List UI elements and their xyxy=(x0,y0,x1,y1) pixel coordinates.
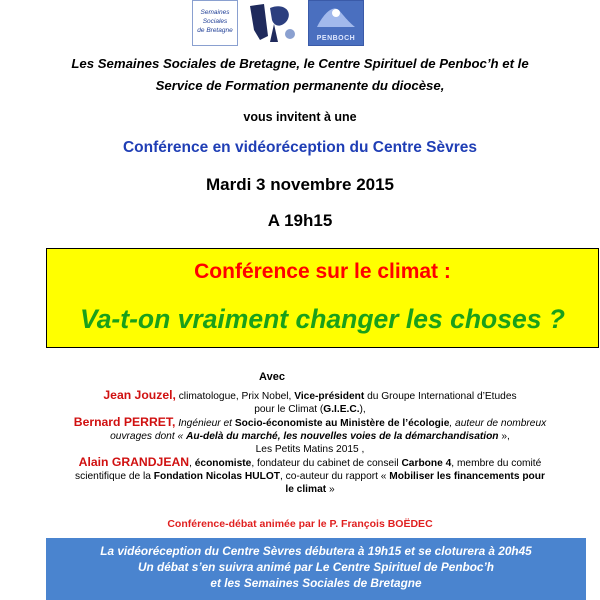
speaker-name: Alain GRANDJEAN xyxy=(78,455,190,469)
speaker-text: » xyxy=(326,484,335,495)
speaker-text: pour le Climat ( xyxy=(254,404,324,415)
banner-question: Va-t-on vraiment changer les choses ? xyxy=(80,304,565,334)
speaker-text: climatologue, Prix Nobel, xyxy=(175,391,295,402)
logo-ssb-line2: Sociales xyxy=(202,18,228,25)
speaker-text: », xyxy=(498,431,510,442)
logo-strip xyxy=(192,0,402,45)
speaker-text: , co-auteur du rapport « xyxy=(279,471,390,482)
speaker-grandjean-cont xyxy=(40,470,580,483)
speaker-name: Jean Jouzel, xyxy=(103,388,176,402)
logo-ssb-line3: de Bretagne xyxy=(197,27,233,34)
speaker-role: Socio-économiste xyxy=(234,418,323,429)
penboch-logo xyxy=(308,0,364,46)
info-line-3: et les Semaines Sociales de Bretagne xyxy=(210,576,422,590)
speaker-text: , fondateur du cabinet de conseil xyxy=(251,458,402,469)
info-line-2: Un débat s’en suivra animé par Le Centre Spirituel de Penboc’h xyxy=(138,560,494,574)
speaker-text: , auteur de nombreux xyxy=(449,418,547,429)
speaker-list xyxy=(40,389,580,496)
speaker-org: Fondation Nicolas HULOT xyxy=(153,471,280,482)
speaker-name: Bernard PERRET, xyxy=(73,415,176,429)
speaker-text: Ingénieur et xyxy=(175,418,235,429)
speaker-text: ), xyxy=(359,404,366,415)
moderator-line: Conférence-débat animée par le P. François BOËDEC xyxy=(167,518,433,530)
speaker-grandjean xyxy=(40,456,580,470)
penboch-logo-text: PENBOCH xyxy=(316,35,356,42)
report-title: Mobiliser les financements pour xyxy=(389,471,545,482)
speaker-org: au Ministère de l’écologie xyxy=(322,418,450,429)
speaker-text: scientifique de la xyxy=(75,471,154,482)
topic-banner xyxy=(46,248,599,348)
speaker-text: du Groupe International d’Etudes xyxy=(364,391,517,402)
logo-emblem-icon xyxy=(240,0,304,44)
info-line-1: La vidéoréception du Centre Sèvres débutera à 19h15 et se cloturera à 20h45 xyxy=(100,544,532,558)
speaker-role: Vice-président xyxy=(294,391,365,402)
logo-ssb-line1: Semaines xyxy=(200,9,230,16)
speaker-org: Carbone 4 xyxy=(401,458,452,469)
centre-spirituel-logo xyxy=(240,0,304,44)
conference-title: Conférence en vidéoréception du Centre Sèvres xyxy=(122,139,478,156)
event-time: A 19h15 xyxy=(267,211,333,230)
speaker-text: Les Petits Matins 2015 , xyxy=(255,444,365,455)
speaker-grandjean-end xyxy=(40,483,580,496)
intro-line-2: Service de Formation permanente du diocèse, xyxy=(155,78,445,93)
invite-text: vous invitent à une xyxy=(243,110,357,124)
banner-title: Conférence sur le climat : xyxy=(194,260,451,283)
book-title: Au-delà du marché, les nouvelles voies de la démarchandisation xyxy=(186,431,499,442)
semaines-sociales-logo xyxy=(192,0,238,46)
speaker-perret xyxy=(40,416,580,430)
speaker-role: économiste xyxy=(194,458,252,469)
penboch-emblem-icon xyxy=(309,1,363,35)
speaker-text: ouvrages dont « xyxy=(110,431,187,442)
report-title: le climat xyxy=(285,484,327,495)
speaker-org: G.I.E.C. xyxy=(323,404,360,415)
intro-line-1: Les Semaines Sociales de Bretagne, le Centre Spirituel de Penboc’h et le xyxy=(71,56,529,71)
speaker-jouzel xyxy=(40,389,580,403)
speaker-text: , xyxy=(189,458,195,469)
avec-label: Avec xyxy=(259,371,285,383)
speaker-text: , membre du comité xyxy=(451,458,542,469)
speaker-perret-cont xyxy=(40,430,580,443)
info-box xyxy=(46,538,586,600)
event-date: Mardi 3 novembre 2015 xyxy=(205,175,395,194)
